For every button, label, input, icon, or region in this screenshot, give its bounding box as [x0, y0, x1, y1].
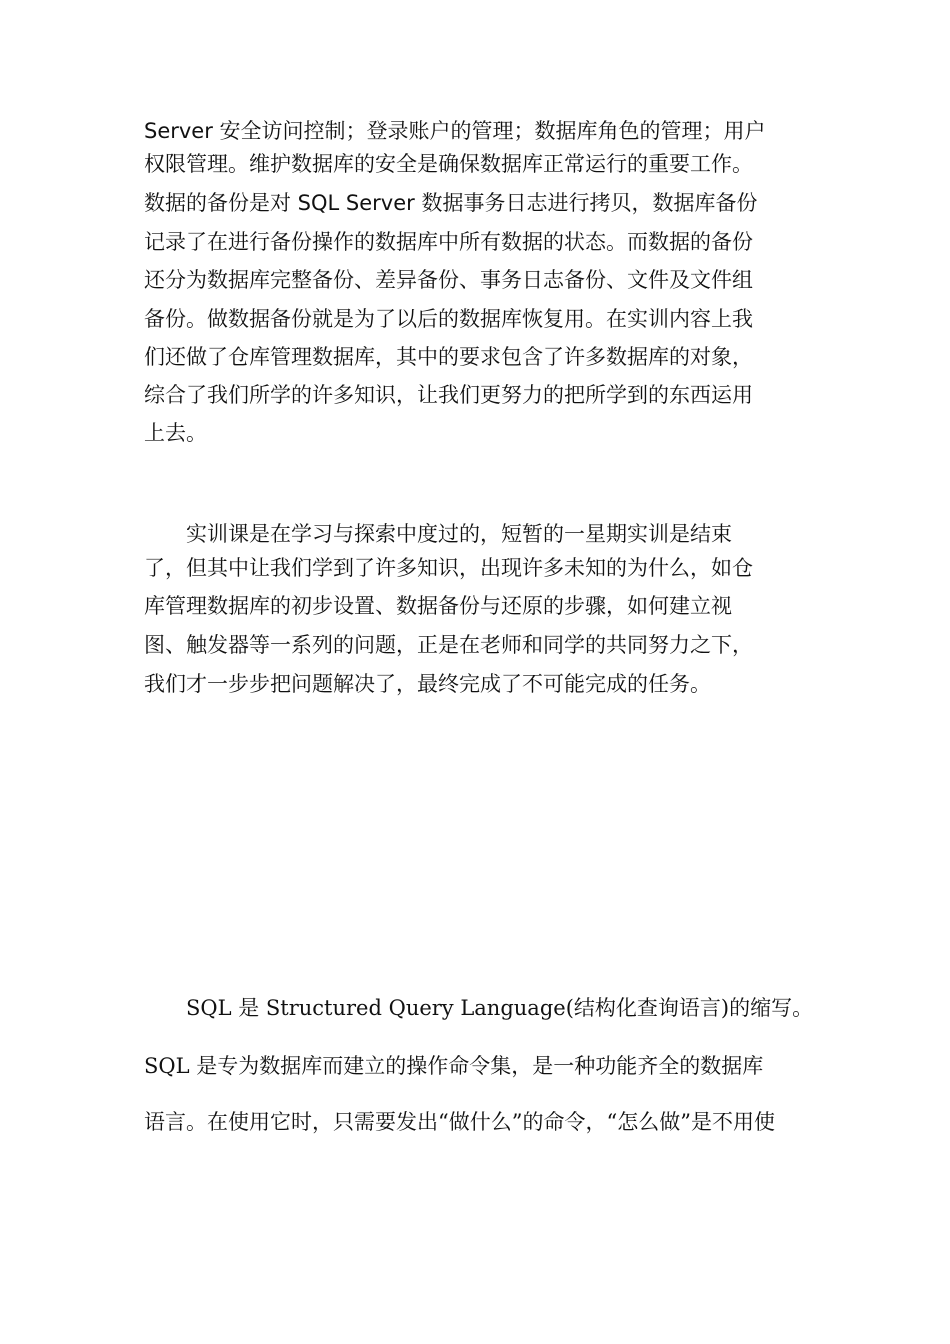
paragraph-1-line-9: 上去。: [144, 421, 207, 445]
paragraph-2-line-3: 库管理数据库的初步设置、数据备份与还原的步骤，如何建立视: [144, 594, 732, 618]
paragraph-2-line-4: 图、触发器等一系列的问题，正是在老师和同学的共同努力之下，: [144, 633, 753, 657]
paragraph-2-line-1: 实训课是在学习与探索中度过的，短暂的一星期实训是结束: [186, 522, 732, 546]
paragraph-1-line-4: 记录了在进行备份操作的数据库中所有数据的状态。而数据的备份: [144, 230, 753, 254]
paragraph-2-line-5: 我们才一步步把问题解决了，最终完成了不可能完成的任务。: [144, 672, 711, 696]
paragraph-1-line-6: 备份。做数据备份就是为了以后的数据库恢复用。在实训内容上我: [144, 307, 753, 331]
paragraph-1-line-3: 数据的备份是对 SQL Server 数据事务日志进行拷贝，数据库备份: [144, 191, 758, 215]
paragraph-3-line-2: SQL 是专为数据库而建立的操作命令集，是一种功能齐全的数据库: [144, 1054, 764, 1078]
paragraph-1-line-1: Server 安全访问控制；登录账户的管理；数据库角色的管理；用户: [144, 119, 766, 143]
paragraph-1-line-7: 们还做了仓库管理数据库，其中的要求包含了许多数据库的对象，: [144, 345, 753, 369]
paragraph-1-line-2: 权限管理。维护数据库的安全是确保数据库正常运行的重要工作。: [144, 152, 753, 176]
paragraph-2-line-2: 了，但其中让我们学到了许多知识，出现许多未知的为什么，如仓: [144, 556, 753, 580]
paragraph-3-line-3: 语言。在使用它时，只需要发出“做什么”的命令，“怎么做”是不用使: [144, 1110, 775, 1134]
paragraph-3-line-1: SQL 是 Structured Query Language(结构化查询语言)的缩写。: [186, 996, 814, 1020]
paragraph-1-line-8: 综合了我们所学的许多知识，让我们更努力的把所学到的东西运用: [144, 383, 753, 407]
paragraph-1-line-5: 还分为数据库完整备份、差异备份、事务日志备份、文件及文件组: [144, 268, 753, 292]
